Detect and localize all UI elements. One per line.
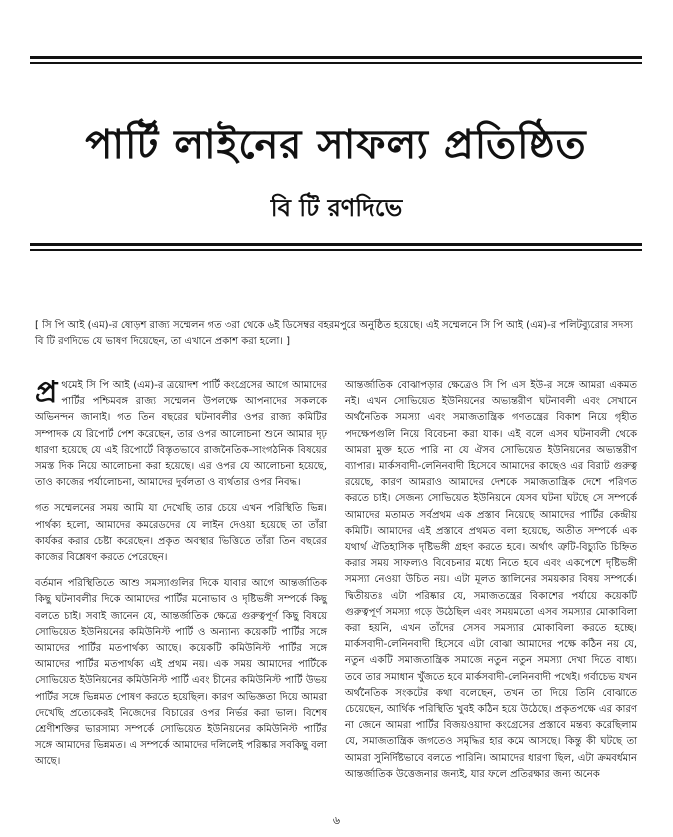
top-rule-2: [30, 62, 642, 64]
paragraph: গত সম্মেলনের সময় আমি যা দেখেছি তার চেয়ে এখন পরিস্থিতি ভিন্ন। পার্থক্য হলো, আমাদের কমরেডদের যে লাইন দেওয়া হয়েছে তা তাঁরা কার্যকর করার চেষ্টা করেছেন। প্রকৃত অবস্থার ভিত্তিতে তাঁরা তিন বছরের কাজের বিশ্লেষণ করতে পেরেছেন।: [35, 503, 327, 564]
right-column: [345, 378, 637, 793]
paragraph: আন্তর্জাতিক বোঝাপড়ার ক্ষেত্রেও সি পি এস ইউ-র সঙ্গে আমরা একমত নই। এখন সোভিয়েত ইউনিয়নের অভ্যন্তরীণ ঘটনাবলী এবং সেখানে অর্থনৈতিক সমস্যা এবং সমাজতান্ত্রিক গণতন্ত্রের বিকাশ নিয়ে গৃহীত পদক্ষেপগুলি নিয়ে বিবেচনা করা যাক। এই বলে এসব ঘটনাবলী থেকে আমরা মুক্ত হতে পারি না যে ঐসব সোভিয়েত ইউনিয়নের অভ্যন্তরীণ ব্যাপার। মার্কসবাদী-লেনিনবাদী হিসেবে আমাদের কাছেও এর বিরাট গুরুত্ব রয়েছে, কারণ আমরাও আমাদের দেশকে সমাজতান্ত্রিক দেশে পরিণত করতে চাই। সেজন্য সোভিয়েত ইউনিয়নে যেসব ঘটনা ঘটছে সে সম্পর্কে আমাদের মতামত সর্বপ্রথম এক প্রস্তাব নিয়েছে আমাদের পার্টির কেন্দ্রীয় কমিটি। আমাদের এই প্রস্তাবে প্রথমত বলা হয়েছে, অতীত সম্পর্কে এক যথার্থ ঐতিহাসিক দৃষ্টিভঙ্গী গ্রহণ করতে হবে। অর্থাৎ ত্রুটি-বিচ্যুতি চিহ্নিত করার সময় সাফল্যও বিবেচনার মধ্যে নিতে হবে এবং একপেশে দৃষ্টিভঙ্গী সমস্যা নেওয়া উচিত নয়। এটা মূলত স্তালিনের সময়কার বিষয় সম্পর্কে। দ্বিতীয়তঃ এটা পরিষ্কার যে, সমাজতন্ত্রের বিকাশের পর্যায়ে কয়েকটি গুরুত্বপূর্ণ সমস্যা গড়ে উঠেছিল এবং সময়মতো এসব সমস্যার মোকাবিলা করা হয়নি, এখন তাঁদের সেসব সমস্যার মোকাবিলা করতে হচ্ছে। মার্কসবাদী-লেনিনবাদী হিসেবে এটা বোঝা আমাদের পক্ষে কঠিন নয় যে, নতুন একটি সমাজতান্ত্রিক সমাজে নতুন নতুন সমস্যা দেখা দিতে বাধ্য। তবে তার সমাধান খুঁজতে হবে মার্কসবাদী-লেনিনবাদী পথেই। গর্বাচেভ যখন অর্থনৈতিক সংকটের কথা বলেছেন, তখন তা দিয়ে তিনি বোঝাতে চেয়েছেন, আর্থিক পরিস্থিতি খুবই কঠিন হয়ে উঠেছে। প্রকৃতপক্ষে এর কারণ না জেনে আমরা পার্টির বিজয়ওয়াদা কংগ্রেসের প্রস্তাবে মন্তব্য করেছিলাম যে, সমাজতান্ত্রিক জগতেও সমৃদ্ধির হার কমে আসছে। কিন্তু কী ঘটছে তা আমরা সুনির্দিষ্টভাবে বলতে পারিনি। আমাদের ধারণা ছিল, এটা ক্রমবর্ধমান আন্তর্জাতিক উত্তেজনার জন্যই, যার ফলে প্রতিরক্ষার জন্য অনেক: [345, 380, 637, 780]
paragraph: বর্তমান পরিস্থিতিতে আশু সমস্যাগুলির দিকে যাবার আগে আন্তর্জাতিক কিছু ঘটনাবলীর দিকে আমাদের পার্টির মনোভাব ও দৃষ্টিভঙ্গী সম্পর্কে কিছু বলতে চাই। সবাই জানেন যে, আন্তর্জাতিক ক্ষেত্রে গুরুত্বপূর্ণ কিছু বিষয়ে সোভিয়েত ইউনিয়নের কমিউনিস্ট পার্টি ও অন্যান্য কয়েকটি পার্টির সঙ্গে আমাদের পার্টির মতপার্থক্য আছে। কয়েকটি কমিউনিস্ট পার্টির সঙ্গে আমাদের পার্টির মতপার্থক্য এই প্রথম নয়। এক সময় আমাদের পার্টিকে সোভিয়েত ইউনিয়নের কমিউনিস্ট পার্টি এবং চীনের কমিউনিস্ট পার্টি উভয় পার্টির সঙ্গে ভিন্নমত পোষণ করতে হয়েছিল। কারণ অভিজ্ঞতা দিয়ে আমরা দেখেছি প্রত্যেকেরই নিজেদের বিচারের ওপর নির্ভর করা ভাল। বিশেষ শ্রেণীশক্তির ভারসাম্য সম্পর্কে সোভিয়েত ইউনিয়নের কমিউনিস্ট পার্টির সঙ্গে আমাদের ভিন্নমত। এ সম্পর্কে আমাদের দলিলেই পরিষ্কার সবকিছু বলা আছে।: [35, 578, 327, 768]
page-number: ৬: [332, 814, 341, 827]
paragraph: [35, 375, 327, 491]
left-column: [35, 375, 327, 781]
article-title: পার্টি লাইনের সাফল্য প্রতিষ্ঠিত: [85, 122, 587, 168]
author-byline: বি টি রণদিভে: [270, 194, 403, 222]
bottom-rule-2: [30, 249, 642, 251]
dropcap: প্র: [35, 375, 58, 410]
top-rule-1: [30, 56, 642, 59]
editor-note: [ সি পি আই (এম)-র ষোড়শ রাজ্য সম্মেলন গত ৩রা থেকে ৬ই ডিসেম্বর বহরমপুরে অনুষ্ঠিত হয়েছে। এই সম্মেলনে সি পি আই (এম)-র পলিটব্যুরোর সদস্য বি টি রণদিভে যে ভাষণ দিয়েছেন, তা এখানে প্রকাশ করা হলো। ]: [35, 320, 633, 347]
paragraph-text: থমেই সি পি আই (এম)-র ত্রয়োদশ পার্টি কংগ্রেসের আগে আমাদের পার্টির পশ্চিমবঙ্গ রাজ্য সম্মেলন উপলক্ষে আপনাদের সকলকে অভিনন্দন জানাই। গত তিন বছরের ঘটনাবলীর ওপর রাজ্য কমিটির সম্পাদক যে রিপোর্ট পেশ করেছেন, তার ওপর আলোচনা শুনে আমার দৃঢ় ধারণা হয়েছে যে এই রিপোর্টে বিস্তৃতভাবে রাজনৈতিক-সাংগঠনিক বিষয়ের সমস্ত দিক নিয়ে আলোচনা করা হয়েছে। এর ওপর যে আলোচনা হয়েছে, তাও কাজের পর্যালোচনা, আমাদের দুর্বলতা ও ব্যর্থতার ওপর নিবদ্ধ।: [35, 380, 327, 489]
bottom-rule-1: [30, 243, 642, 246]
